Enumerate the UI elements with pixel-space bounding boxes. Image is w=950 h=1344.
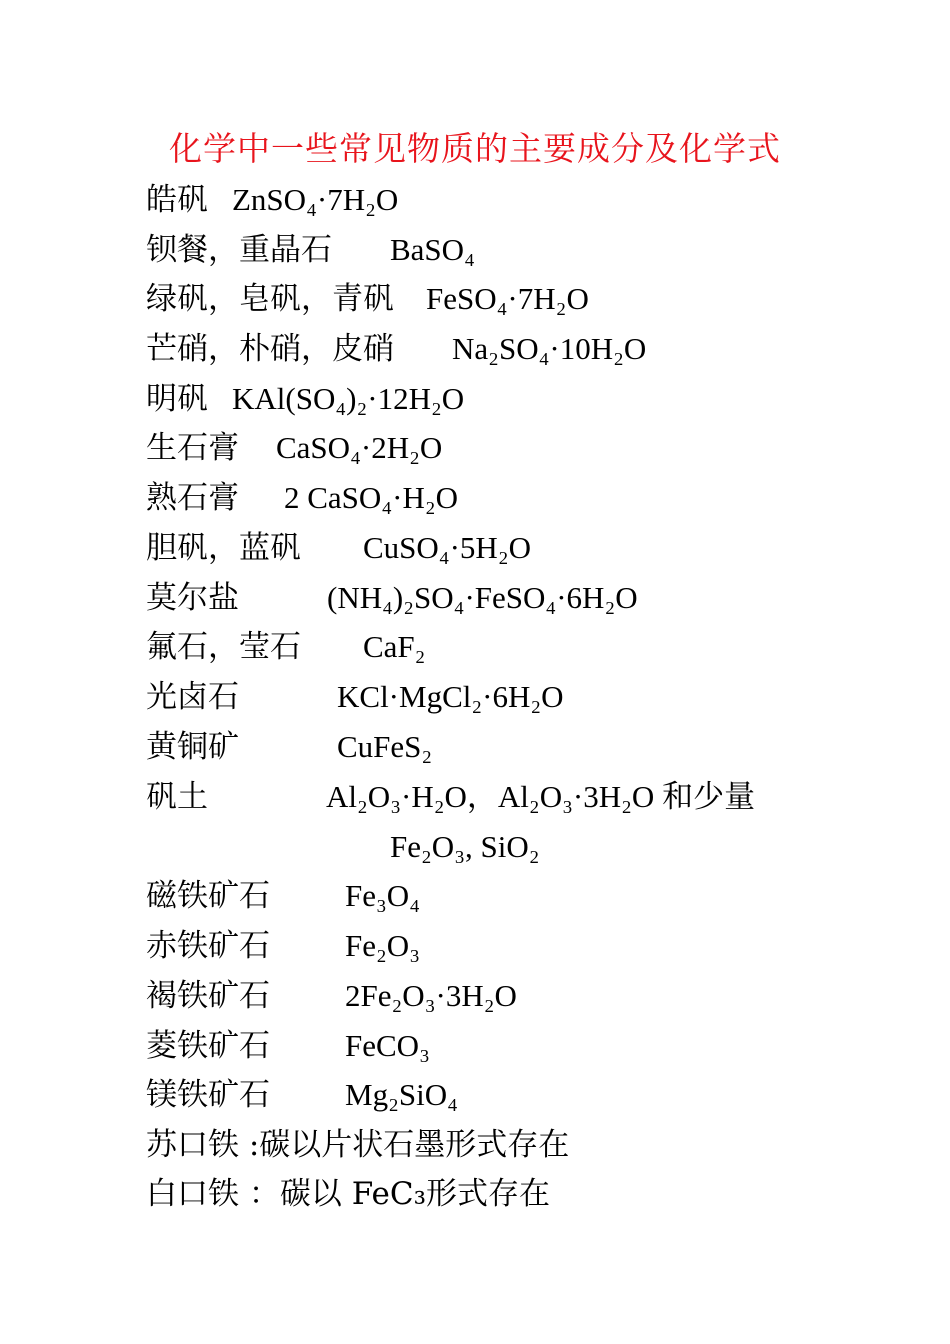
mineral-name: 莫尔盐 xyxy=(146,580,239,616)
chemical-formula: (NH₄)₂SO₄·FeSO₄·6H₂O xyxy=(327,580,638,615)
chemical-formula: Mg₂SiO₄ xyxy=(345,1077,458,1112)
entry-row xyxy=(146,329,647,369)
entry-row xyxy=(146,279,589,319)
mineral-name: 明矾 xyxy=(146,381,208,417)
mineral-name: 褐铁矿石 xyxy=(146,978,270,1014)
chemical-formula: KCl·MgCl₂·6H₂O xyxy=(337,679,564,714)
entry-row xyxy=(146,478,459,518)
chemical-formula: Na₂SO₄·10H₂O xyxy=(452,331,647,366)
chemical-formula: CaSO₄·2H₂O xyxy=(276,430,443,465)
mineral-name: 氟石，莹石 xyxy=(146,629,301,665)
entry-row xyxy=(146,727,433,767)
chemical-formula: FeCO₃ xyxy=(345,1028,430,1063)
entry-row xyxy=(146,976,517,1016)
chemical-formula: Fe₂O₃ xyxy=(345,928,421,963)
entry-row xyxy=(146,428,443,468)
mineral-name: 生石膏 xyxy=(146,430,239,466)
mineral-name: 镁铁矿石 xyxy=(146,1077,270,1113)
mineral-name: 钡餐，重晶石 xyxy=(146,232,332,268)
entry-row xyxy=(146,876,421,916)
entry-row xyxy=(146,230,475,270)
mineral-name: 皓矾 xyxy=(146,182,208,218)
chemical-formula: ZnSO₄·7H₂O xyxy=(232,182,399,217)
entry-row xyxy=(146,926,421,966)
mineral-name: 芒硝，朴硝，皮硝 xyxy=(146,331,394,367)
mineral-name: 光卤石 xyxy=(146,679,239,715)
entry-row xyxy=(146,578,638,618)
note-line: 苏口铁 :碳以片状石墨形式存在 xyxy=(146,1127,570,1163)
chemical-formula: CuSO₄·5H₂O xyxy=(363,530,532,565)
chemical-formula: KAl(SO₄)₂·12H₂O xyxy=(232,381,465,416)
entry-row xyxy=(146,627,426,667)
entry-row xyxy=(146,677,564,717)
entry-row xyxy=(146,528,532,568)
note-line: 白口铁 ：碳以 FeC₃形式存在 xyxy=(146,1176,551,1212)
chemical-formula: FeSO₄·7H₂O xyxy=(426,281,589,316)
mineral-name: 黄铜矿 xyxy=(146,729,239,765)
mineral-name: 熟石膏 xyxy=(146,480,239,516)
chemical-formula: 2Fe₂O₃·3H₂O xyxy=(345,978,517,1013)
mineral-name: 赤铁矿石 xyxy=(146,928,270,964)
mineral-name: 绿矾，皂矾，青矾 xyxy=(146,281,394,317)
chemical-formula: CuFeS₂ xyxy=(337,729,433,764)
chemical-formula: BaSO₄ xyxy=(390,232,475,267)
chemical-formula: CaF₂ xyxy=(363,629,426,664)
mineral-name: 胆矾，蓝矾 xyxy=(146,530,301,566)
chemical-formula: Al₂O₃·H₂O，Al₂O₃·3H₂O 和少量 xyxy=(326,779,756,814)
entry-row xyxy=(146,379,465,419)
entry-row xyxy=(146,180,399,220)
entry-row xyxy=(146,1026,430,1066)
mineral-name: 磁铁矿石 xyxy=(146,878,270,914)
formula-continuation: Fe₂O₃, SiO₂ xyxy=(390,829,540,864)
chemical-formula: 2 CaSO₄·H₂O xyxy=(284,480,459,515)
chemical-formula: Fe₃O₄ xyxy=(345,878,421,913)
mineral-name: 矾土 xyxy=(146,779,208,815)
page-title: 化学中一些常见物质的主要成分及化学式 xyxy=(169,129,781,168)
entry-row xyxy=(146,777,756,817)
entry-row xyxy=(146,1075,458,1115)
mineral-name: 菱铁矿石 xyxy=(146,1028,270,1064)
